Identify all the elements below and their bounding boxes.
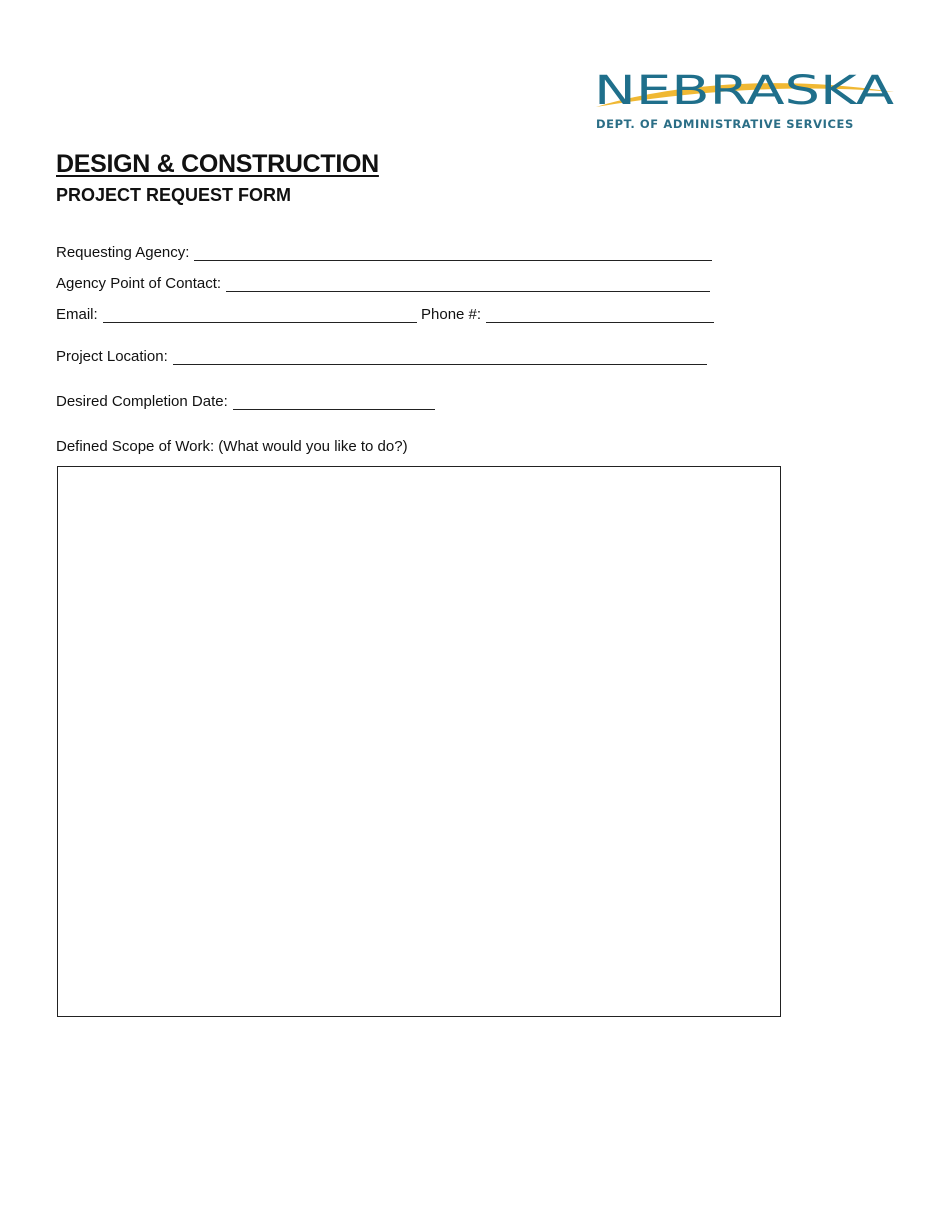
requesting-agency-label: Requesting Agency: bbox=[56, 244, 190, 261]
project-location-row bbox=[56, 345, 707, 365]
scope-of-work-box[interactable] bbox=[57, 466, 781, 1017]
phone-field[interactable] bbox=[486, 308, 714, 323]
email-row bbox=[56, 303, 417, 323]
agency-contact-field[interactable] bbox=[226, 277, 710, 292]
scope-label: Defined Scope of Work: (What would you like to do?) bbox=[56, 438, 408, 455]
agency-contact-row bbox=[56, 272, 710, 292]
form-subtitle: PROJECT REQUEST FORM bbox=[56, 185, 292, 205]
phone-label: Phone #: bbox=[421, 306, 482, 323]
project-location-field[interactable] bbox=[173, 350, 707, 365]
nebraska-logo-mark bbox=[588, 66, 900, 114]
completion-date-row bbox=[56, 390, 435, 410]
requesting-agency-field[interactable] bbox=[194, 246, 712, 261]
logo-wordmark: NEBRASKA bbox=[594, 68, 895, 114]
logo-subtitle: DEPT. OF ADMINISTRATIVE SERVICES bbox=[596, 117, 854, 131]
project-location-label: Project Location: bbox=[56, 348, 168, 365]
form-title: DESIGN & CONSTRUCTION bbox=[56, 150, 379, 178]
email-label: Email: bbox=[56, 306, 98, 323]
nebraska-das-logo bbox=[588, 66, 900, 136]
completion-date-field[interactable] bbox=[233, 395, 435, 410]
email-field[interactable] bbox=[103, 308, 417, 323]
phone-row bbox=[421, 303, 714, 323]
requesting-agency-row bbox=[56, 241, 712, 261]
agency-contact-label: Agency Point of Contact: bbox=[56, 275, 222, 292]
completion-date-label: Desired Completion Date: bbox=[56, 393, 228, 410]
